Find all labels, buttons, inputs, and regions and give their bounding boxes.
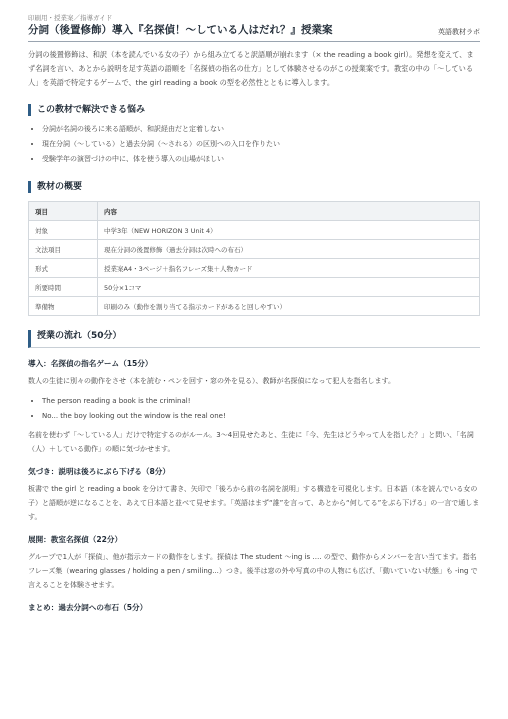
table-row bbox=[29, 240, 480, 259]
overview-value: 50分×1コマ bbox=[98, 278, 480, 297]
section-title-intro: 導入：名探偵の指名ゲーム（15分） bbox=[28, 359, 153, 368]
overview-value: 授業案A4・3ページ＋指名フレーズ集＋人物カード bbox=[98, 259, 480, 278]
overview-col-content: 内容 bbox=[98, 202, 480, 221]
overview-key: 文法項目 bbox=[29, 240, 98, 259]
section-title-summary: まとめ：過去分詞への布石（5分） bbox=[28, 603, 148, 612]
table-row bbox=[29, 221, 480, 240]
problems-list bbox=[28, 122, 480, 167]
document-category: 印刷用・授業案／指導ガイド bbox=[28, 14, 113, 22]
section-title-notice: 気づき：説明は後ろにぶら下げる（8分） bbox=[28, 467, 170, 476]
overview-key: 所要時間 bbox=[29, 278, 98, 297]
problems-item: • 分詞が名詞の後ろに来る語順が、和訳経由だと定着しない bbox=[42, 122, 480, 137]
overview-col-item: 項目 bbox=[29, 202, 98, 221]
problems-heading: この教材で解決できる悩み bbox=[28, 104, 480, 116]
page-title: 分詞（後置修飾）導入『名探偵！〜している人はだれ？』授業案 bbox=[28, 24, 333, 36]
problems-item: • 受験学年の演習づけの中に、体を使う導入の山場がほしい bbox=[42, 152, 480, 167]
brand-name: 英語教材ラボ bbox=[438, 28, 480, 36]
example-sentence: • The person reading a book is the criminal! bbox=[42, 394, 480, 409]
section-title-develop: 展開：教室名探偵（22分） bbox=[28, 535, 123, 544]
table-row bbox=[29, 297, 480, 316]
intro-paragraph: 分詞の後置修飾は、和訳（本を読んでいる女の子）から組み立てると訳語順が崩れます（× the reading a book girl）。発想を変えて、まず名詞を言い、あとから説明を足す英語の語順を「名探偵の指名の仕方」として体験させるのがこの授業案です。教室の中の「〜している人」を英語で特定するゲームで、the girl reading a book の型を必然性とともに導入します。 bbox=[28, 50, 474, 87]
overview-key: 対象 bbox=[29, 221, 98, 240]
title-row bbox=[28, 24, 480, 42]
example-sentence: • No... the boy looking out the window is the real one! bbox=[42, 409, 480, 424]
flow-heading: 授業の流れ（50分） bbox=[28, 330, 480, 348]
overview-heading: 教材の概要 bbox=[28, 181, 480, 193]
overview-header-row bbox=[29, 202, 480, 221]
overview-value: 中学3年（NEW HORIZON 3 Unit 4） bbox=[98, 221, 480, 240]
section-paragraph: 数人の生徒に別々の動作をさせ（本を読む・ペンを回す・窓の外を見る）、教師が名探偵になって犯人を指名します。 bbox=[28, 377, 395, 385]
table-row bbox=[29, 278, 480, 297]
overview-value: 印刷のみ（動作を割り当てる指示カードがあると回しやすい） bbox=[98, 297, 480, 316]
overview-table bbox=[28, 201, 480, 316]
section-paragraph: 名前を使わず「〜している人」だけで特定するのがルール。3〜4回見せたあと、生徒に「今、先生はどうやって人を指した？」と問い、「名詞（人）＋している動作」の順に気づかせます。 bbox=[28, 431, 474, 453]
problems-item: • 現在分詞（〜している）と過去分詞（〜される）の区別への入口を作りたい bbox=[42, 137, 480, 152]
example-list bbox=[28, 394, 480, 424]
overview-value: 現在分詞の後置修飾（過去分詞は次時への布石） bbox=[98, 240, 480, 259]
section-paragraph: グループで1人が「探偵」、他が指示カードの動作をします。探偵は The student 〜ing is …. の型で、動作からメンバーを言い当てます。指名フレーズ集（wearing glasses / holding a pen / smiling...）つき。後半は窓の外や写真の中の人物にも広げ、「動いていない状態」も -ing で言えることを体験させます。 bbox=[28, 553, 478, 589]
section-paragraph: 板書で the girl と reading a book を分けて書き、矢印で「後ろから前の名詞を説明」する構造を可視化します。日本語（本を読んでいる女の子）と語順が逆になることを、あえて日本語と並べて見せます。「英語はまず“誰”を言って、あとから“何してる”をぶら下げる」の一言で通します。 bbox=[28, 485, 480, 521]
table-row bbox=[29, 259, 480, 278]
overview-key: 形式 bbox=[29, 259, 98, 278]
overview-key: 準備物 bbox=[29, 297, 98, 316]
